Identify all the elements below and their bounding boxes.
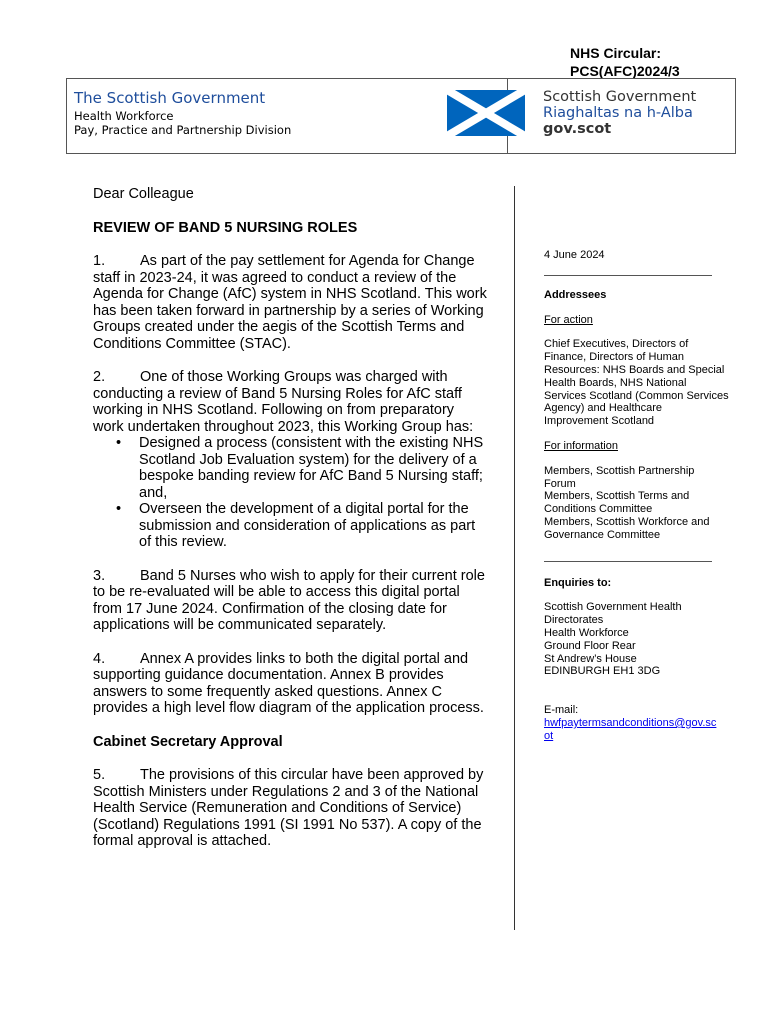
paragraph-2 — [93, 369, 488, 435]
letterhead — [66, 78, 736, 154]
email-link[interactable]: hwfpaytermsandconditions@gov.scot — [544, 716, 717, 742]
letter-title: REVIEW OF BAND 5 NURSING ROLES — [93, 219, 358, 236]
gov-logo-text — [543, 89, 696, 137]
address-line-4: St Andrew’s House — [544, 652, 637, 665]
saltire-flag-icon — [447, 90, 525, 136]
approval-heading: Cabinet Secretary Approval — [93, 733, 283, 750]
address-line-3: Ground Floor Rear — [544, 639, 636, 652]
paragraph-5 — [93, 767, 488, 850]
paragraph-1-number: 1. — [93, 253, 106, 269]
dept-line-2: Pay, Practice and Partnership Division — [74, 123, 292, 137]
paragraph-5-text: The provisions of this circular have been approved by Scottish Ministers under Regulations 2 and 3 of the National Health Service (Remuneration and Conditions of Service) (Scotland) Regulations 1991 (SI 1991 No 537). A copy of the formal approval is attached. — [93, 767, 484, 849]
paragraph-2-text: One of those Working Groups was charged with conducting a review of Band 5 Nursing Roles for AfC staff working in NHS Scotland. Following on from preparatory work undertaken throughout 2023, this Working Group has: — [93, 369, 474, 435]
address-line-2: Health Workforce — [544, 626, 629, 639]
paragraph-3 — [93, 568, 488, 634]
for-action-text: Chief Executives, Directors of Finance, Directors of Human Resources: NHS Boards and Special Health Boards, NHS National Services Scotland (Common Services Agency) and Healthcare Improvement Scotland — [544, 338, 729, 428]
circular-label: NHS Circular: — [570, 45, 662, 61]
paragraph-1 — [93, 253, 488, 352]
enquiries-heading: Enquiries to: — [544, 576, 612, 589]
for-information-item-2: Members, Scottish Terms and Conditions Committee — [544, 490, 690, 516]
working-group-list — [93, 435, 488, 551]
address-line-5: EDINBURGH EH1 3DG — [544, 665, 661, 678]
list-item: • Overseen the development of a digital portal for the submission and consideration of applications as part of this review. — [139, 501, 488, 551]
address-line-1: Scottish Government Health Directorates — [544, 601, 682, 627]
paragraph-4 — [93, 651, 488, 717]
circular-number: PCS(AFC)2024/3 — [570, 63, 680, 79]
list-item: • Designed a process (consistent with the existing NHS Scotland Job Evaluation system) for the delivery of a bespoke banding review for AfC Band 5 Nursing staff; and, — [139, 435, 488, 501]
salutation: Dear Colleague — [93, 186, 194, 202]
addressees-heading: Addressees — [544, 288, 607, 301]
org-name: The Scottish Government — [74, 89, 266, 107]
logo-english: Scottish Government — [543, 89, 697, 105]
sidebar — [544, 249, 729, 743]
paragraph-1-text: As part of the pay settlement for Agenda for Change staff in 2023-24, it was agreed to conduct a review of the Agenda for Change (AfC) system in NHS Scotland. This work has been taken forward in partnership by a series of Working Groups created under the aegis of the Scottish Terms and Conditions Committee (STAC). — [93, 253, 487, 352]
for-action-label: For action — [544, 313, 593, 326]
for-information-label: For information — [544, 439, 618, 452]
paragraph-3-text: Band 5 Nurses who wish to apply for their current role to be re-evaluated will be able to access this digital portal from 17 June 2024. Confirmation of the closing date for applications will be communicated separately. — [93, 567, 485, 633]
dept-line-1: Health Workforce — [74, 109, 174, 123]
column-divider — [514, 186, 515, 930]
logo-domain: gov.scot — [543, 121, 612, 137]
email-label: E-mail: — [544, 704, 579, 717]
sidebar-rule — [544, 561, 712, 562]
letter-date: 4 June 2024 — [544, 249, 605, 261]
letter-body — [93, 186, 488, 850]
logo-gaelic: Riaghaltas na h-Alba — [543, 105, 693, 121]
paragraph-2-number: 2. — [93, 369, 106, 385]
paragraph-4-text: Annex A provides links to both the digital portal and supporting guidance documentation. Annex B provides answers to some frequently asked questions. Annex C provides a high level flow diagram of the application process. — [93, 650, 484, 716]
paragraph-5-number: 5. — [93, 767, 106, 783]
paragraph-4-number: 4. — [93, 650, 106, 667]
for-information-item-3: Members, Scottish Workforce and Governance Committee — [544, 515, 710, 541]
circular-reference — [570, 44, 680, 80]
sidebar-rule — [544, 275, 712, 276]
for-information-item-1: Members, Scottish Partnership Forum — [544, 464, 695, 490]
paragraph-3-number: 3. — [93, 567, 106, 584]
